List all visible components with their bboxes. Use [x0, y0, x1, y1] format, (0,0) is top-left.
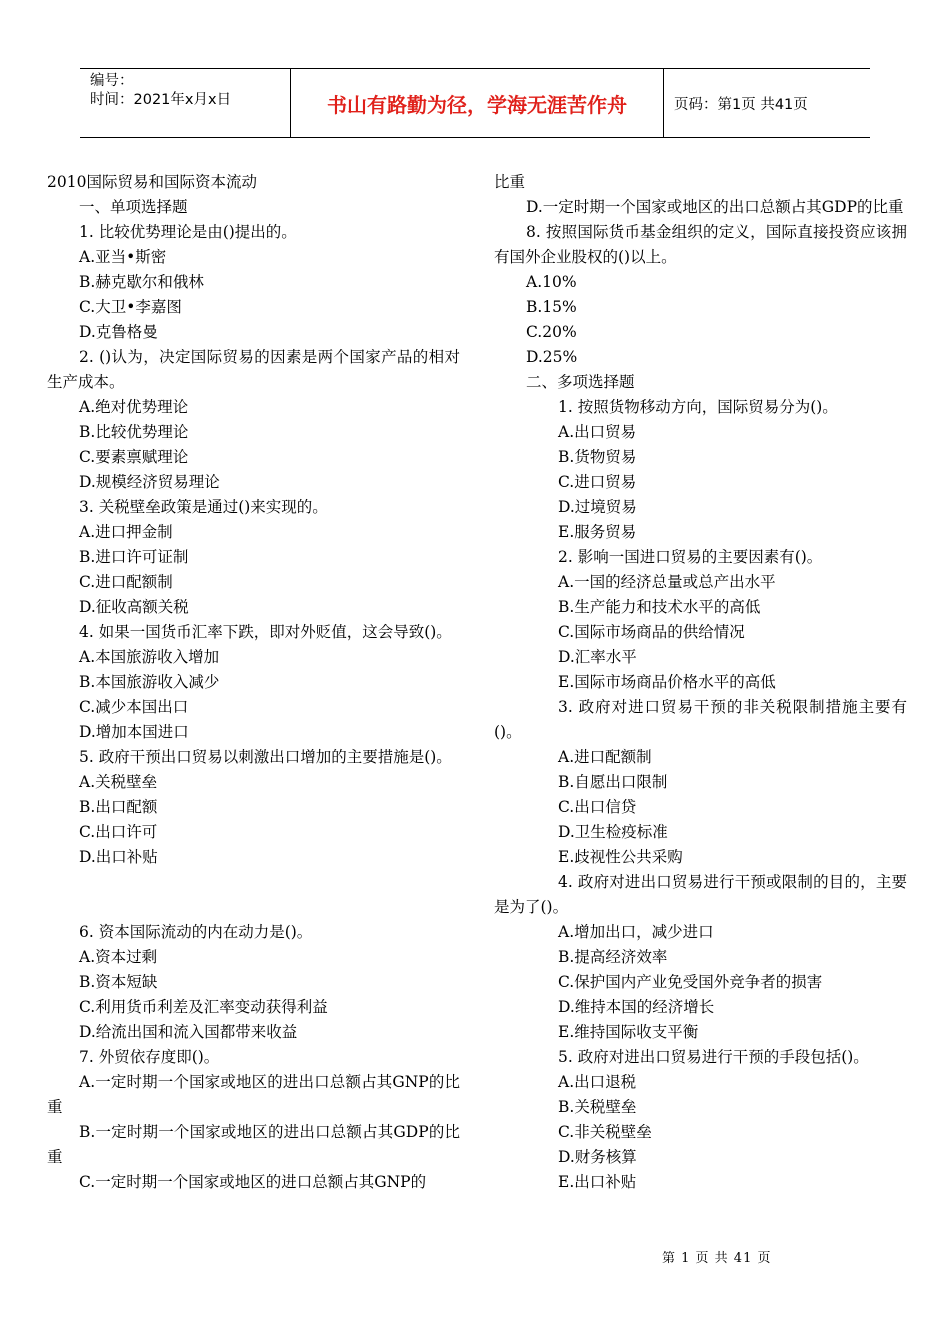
text-line: B.赫克歇尔和俄林 [79, 273, 204, 291]
text-line: A.资本过剩 [79, 948, 158, 966]
header-motto: 书山有路勤为径，学海无涯苦作舟 [291, 69, 664, 137]
text-line: 2010国际贸易和国际资本流动 [47, 173, 257, 191]
text-line: 2. 影响一国进口贸易的主要因素有()。 [558, 548, 823, 566]
text-line: C.国际市场商品的供给情况 [558, 623, 745, 641]
text-line: C.进口贸易 [558, 473, 637, 491]
text-line: A.进口押金制 [79, 523, 173, 541]
text-line: 2. ()认为，决定国际贸易的因素是两个国家产品的相对生产成本。 [47, 348, 460, 391]
text-line: 5. 政府干预出口贸易以刺激出口增加的主要措施是()。 [79, 748, 452, 766]
right-column [494, 170, 907, 1195]
text-line: A.亚当•斯密 [79, 248, 167, 266]
text-line: D.25% [526, 348, 578, 366]
page-footer: 第 1 页 共 41 页 [662, 1251, 772, 1266]
text-line: 7. 外贸依存度即()。 [79, 1048, 220, 1066]
text-line: D.增加本国进口 [79, 723, 189, 741]
text-line: C.非关税壁垒 [558, 1123, 652, 1141]
text-line: E.维持国际收支平衡 [558, 1023, 699, 1041]
text-line: 5. 政府对进出口贸易进行干预的手段包括()。 [558, 1048, 869, 1066]
text-line: 4. 政府对进出口贸易进行干预或限制的目的，主要是为了()。 [494, 873, 907, 916]
text-line: B.本国旅游收入减少 [79, 673, 220, 691]
text-line: A.出口贸易 [558, 423, 637, 441]
text-line: C.大卫•李嘉图 [79, 298, 182, 316]
text-line: 4. 如果一国货币汇率下跌，即对外贬值，这会导致()。 [79, 623, 452, 641]
text-line: B.出口配额 [79, 798, 158, 816]
text-line: A.10% [526, 273, 577, 291]
text-line: 6. 资本国际流动的内在动力是()。 [79, 923, 313, 941]
text-line: A.一定时期一个国家或地区的进出口总额占其GNP的比重 [47, 1073, 460, 1116]
text-line: 3. 政府对进口贸易干预的非关税限制措施主要有()。 [494, 698, 907, 741]
text-line: C.要素禀赋理论 [79, 448, 189, 466]
text-line: A.绝对优势理论 [79, 398, 189, 416]
text-line: 1. 比较优势理论是由()提出的。 [79, 223, 297, 241]
text-line: D.汇率水平 [558, 648, 637, 666]
text-line: 3. 关税壁垒政策是通过()来实现的。 [79, 498, 328, 516]
text-line: D.卫生检疫标准 [558, 823, 668, 841]
text-line: D.克鲁格曼 [79, 323, 158, 341]
text-line: B.一定时期一个国家或地区的进出口总额占其GDP的比重 [47, 1123, 460, 1166]
text-line: C.出口许可 [79, 823, 158, 841]
text-line: A.一国的经济总量或总产出水平 [558, 573, 776, 591]
text-line: B.资本短缺 [79, 973, 158, 991]
document-header [80, 68, 870, 138]
text-line: D.征收高额关税 [79, 598, 189, 616]
text-line: D.规模经济贸易理论 [79, 473, 220, 491]
text-line: B.15% [526, 298, 577, 316]
text-line: C.保护国内产业免受国外竞争者的损害 [558, 973, 823, 991]
text-line: C.出口信贷 [558, 798, 637, 816]
text-line: A.进口配额制 [558, 748, 652, 766]
text-line: 二、多项选择题 [526, 373, 635, 391]
text-line: E.国际市场商品价格水平的高低 [558, 673, 776, 691]
text-line: D.财务核算 [558, 1148, 637, 1166]
text-line: B.货物贸易 [558, 448, 637, 466]
time-label: 时间：2021年x月x日 [90, 92, 232, 108]
text-line: D.出口补贴 [79, 848, 158, 866]
header-meta [80, 69, 291, 137]
text-line: A.关税壁垒 [79, 773, 158, 791]
text-line: 一、单项选择题 [79, 198, 188, 216]
text-line: D.过境贸易 [558, 498, 637, 516]
text-line: B.关税壁垒 [558, 1098, 637, 1116]
text-line: E.出口补贴 [558, 1173, 637, 1191]
text-line: B.进口许可证制 [79, 548, 189, 566]
text-line: E.服务贸易 [558, 523, 637, 541]
left-column [47, 170, 460, 1195]
text-line: A.出口退税 [558, 1073, 637, 1091]
text-line: 1. 按照货物移动方向，国际贸易分为()。 [558, 398, 838, 416]
text-line: C.进口配额制 [79, 573, 173, 591]
text-line: A.本国旅游收入增加 [79, 648, 220, 666]
text-line: B.比较优势理论 [79, 423, 189, 441]
text-line: C.一定时期一个国家或地区的进口总额占其GNP的 [79, 1173, 427, 1191]
text-line: C.20% [526, 323, 577, 341]
text-line: 8. 按照国际货币基金组织的定义，国际直接投资应该拥有国外企业股权的()以上。 [494, 223, 907, 266]
text-line: D.一定时期一个国家或地区的出口总额占其GDP的比重 [526, 198, 904, 216]
text-line: A.增加出口，减少进口 [558, 923, 714, 941]
text-line: C.减少本国出口 [79, 698, 189, 716]
text-line: B.生产能力和技术水平的高低 [558, 598, 761, 616]
text-line: C.利用货币利差及汇率变动获得利益 [79, 998, 328, 1016]
text-line: B.自愿出口限制 [558, 773, 668, 791]
text-line: D.给流出国和流入国都带来收益 [79, 1023, 298, 1041]
text-line: 比重 [494, 173, 526, 191]
text-line: D.维持本国的经济增长 [558, 998, 715, 1016]
blank-space [47, 870, 460, 920]
text-line: E.歧视性公共采购 [558, 848, 683, 866]
number-label: 编号： [90, 73, 134, 89]
header-page-info: 页码：第1页 共41页 [674, 96, 808, 113]
text-line: B.提高经济效率 [558, 948, 668, 966]
